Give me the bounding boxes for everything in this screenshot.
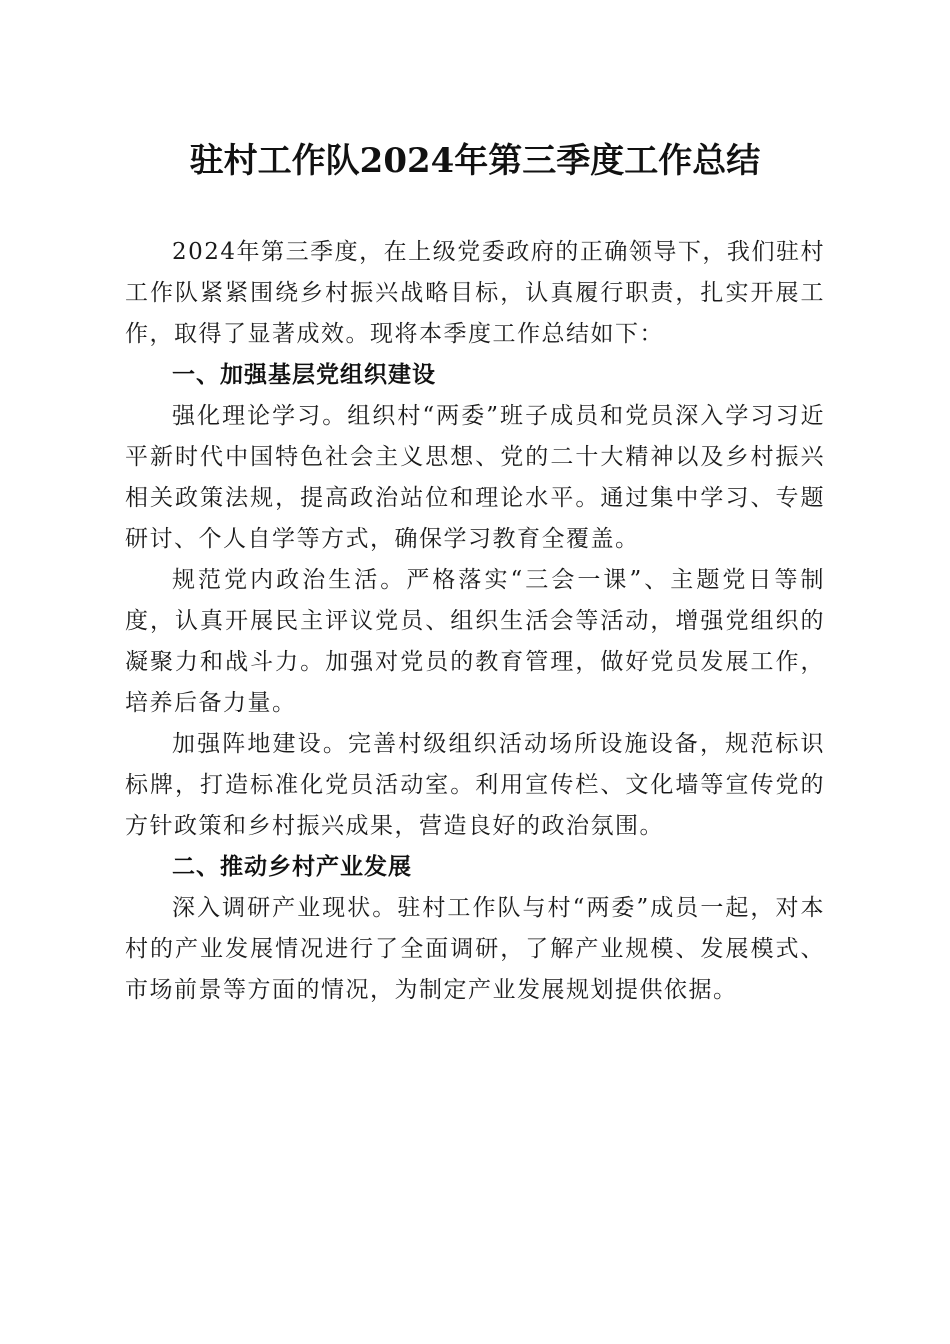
section-heading: 一、加强基层党组织建设 (172, 362, 436, 388)
section-heading: 二、推动乡村产业发展 (172, 854, 412, 880)
intro-paragraph: 2024年第三季度，在上级党委政府的正确领导下，我们驻村工作队紧紧围绕乡村振兴战略目标，认真履行职责，扎实开展工作，取得了显著成效。现将本季度工作总结如下： (125, 239, 825, 347)
body-paragraph: 强化理论学习。组织村“两委”班子成员和党员深入学习习近平新时代中国特色社会主义思想、党的二十大精神以及乡村振兴相关政策法规，提高政治站位和理论水平。通过集中学习、专题研讨、个人自学等方式，确保学习教育全覆盖。 (125, 403, 825, 552)
section-1 (125, 355, 825, 847)
body-paragraph: 深入调研产业现状。驻村工作队与村“两委”成员一起，对本村的产业发展情况进行了全面调研，了解产业规模、发展模式、市场前景等方面的情况，为制定产业发展规划提供依据。 (125, 895, 825, 1003)
document-title: 驻村工作队2024年第三季度工作总结 (189, 141, 761, 181)
document-body (125, 232, 825, 1011)
body-paragraph: 规范党内政治生活。严格落实“三会一课”、主题党日等制度，认真开展民主评议党员、组织生活会等活动，增强党组织的凝聚力和战斗力。加强对党员的教育管理，做好党员发展工作，培养后备力量。 (125, 567, 825, 716)
body-paragraph: 加强阵地建设。完善村级组织活动场所设施设备，规范标识标牌，打造标准化党员活动室。利用宣传栏、文化墙等宣传党的方针政策和乡村振兴成果，营造良好的政治氛围。 (125, 731, 825, 839)
section-2 (125, 847, 825, 1011)
